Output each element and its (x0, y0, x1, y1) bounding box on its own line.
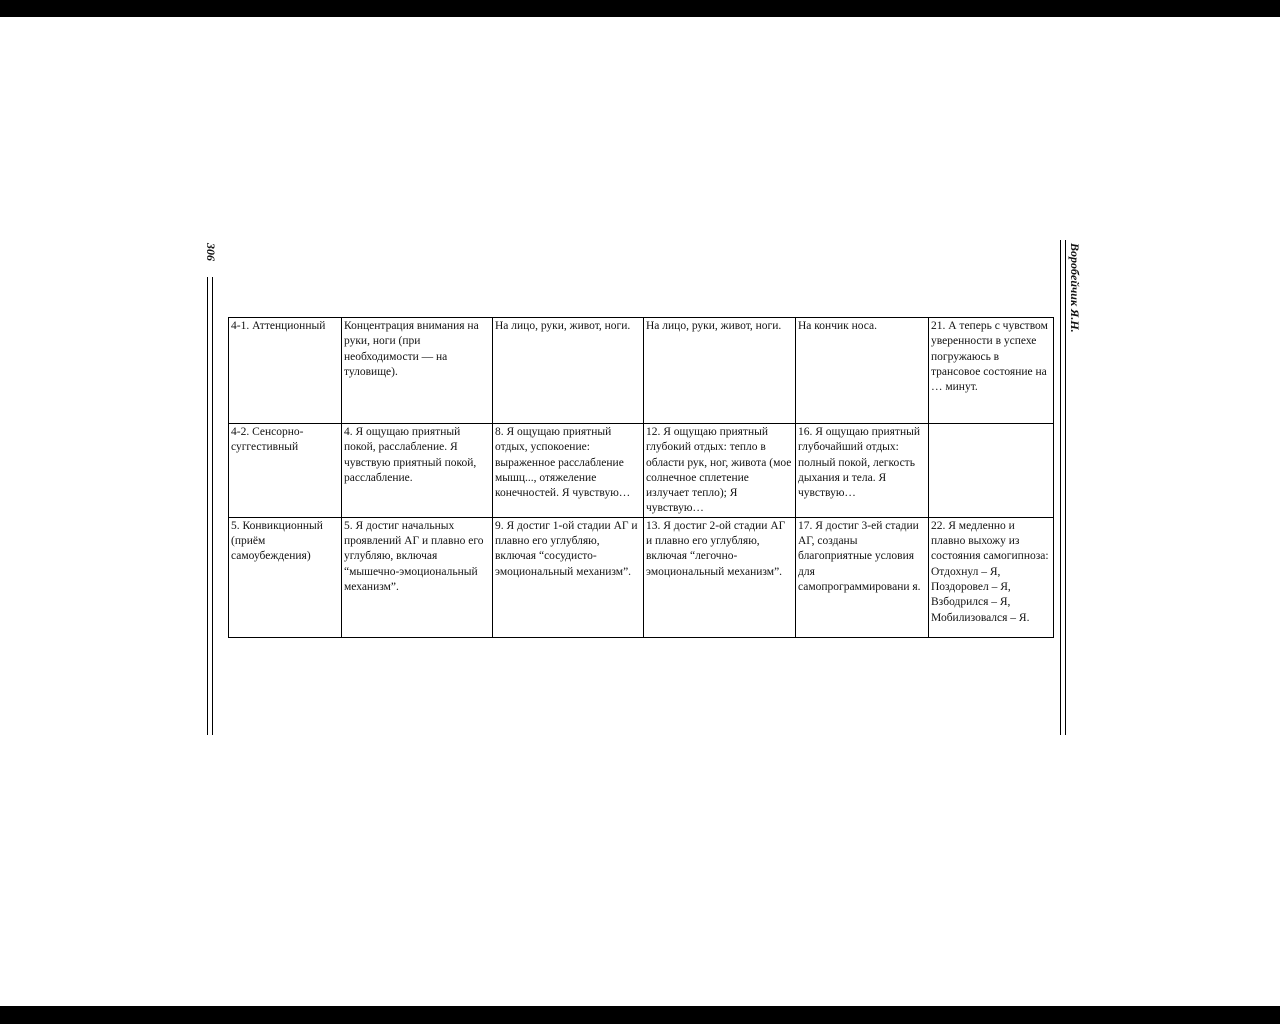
table-cell: 5. Конвикционный (приём самоубеждения) (229, 517, 342, 637)
running-header-author: Воробейчик Я.Н. (1068, 243, 1082, 333)
autogenic-training-table (228, 317, 1054, 638)
table-cell: На лицо, руки, живот, ноги. (493, 318, 644, 424)
table-cell: 13. Я достиг 2-ой стадии АГ и плавно его углубляю, включая “легочно-эмоциональный механизм”. (644, 517, 796, 637)
table-cell: 4-1. Аттенционный (229, 318, 342, 424)
table-cell: На кончик носа. (796, 318, 929, 424)
table-cell: 9. Я достиг 1-ой стадии АГ и плавно его углубляю, включая “сосудисто-эмоциональный механизм”. (493, 517, 644, 637)
table-cell: 21. А теперь с чувством уверенности в успехе погружаюсь в трансовое состояние на … минут. (929, 318, 1054, 424)
table-row (229, 318, 1054, 424)
top-black-bar (0, 0, 1280, 17)
table-cell: 4. Я ощущаю приятный покой, расслабление. Я чувствую приятный покой, расслабление. (342, 424, 493, 518)
left-margin-rule (207, 277, 208, 735)
table-cell: 8. Я ощущаю приятный отдых, успокоение: выраженное расслабление мышц..., отяжеление конечностей. Я чувствую… (493, 424, 644, 518)
table-cell: Концентрация внимания на руки, ноги (при необходимости — на туловище). (342, 318, 493, 424)
table-cell: 22. Я медленно и плавно выхожу из состояния самогипноза: Отдохнул – Я, Поздоровел – Я, Взбодрился – Я, Мобилизовался – Я. (929, 517, 1054, 637)
left-margin-rule-inner (212, 277, 213, 735)
table-cell: 4-2. Сенсорно-суггестивный (229, 424, 342, 518)
right-margin-rule-inner (1065, 240, 1066, 735)
table-cell: 16. Я ощущаю приятный глубочайший отдых: полный покой, легкость дыхания и тела. Я чувствую… (796, 424, 929, 518)
page-number: 306 (204, 243, 218, 261)
table-row (229, 517, 1054, 637)
table-row (229, 424, 1054, 518)
table-cell (929, 424, 1054, 518)
table-cell: На лицо, руки, живот, ноги. (644, 318, 796, 424)
bottom-black-bar (0, 1006, 1280, 1024)
right-margin-rule (1060, 240, 1061, 735)
table-cell: 17. Я достиг 3-ей стадии АГ, созданы благоприятные условия для самопрограммировани я. (796, 517, 929, 637)
table-cell: 12. Я ощущаю приятный глубокий отдых: тепло в области рук, ног, живота (мое солнечное сплетение излучает тепло); Я чувствую… (644, 424, 796, 518)
table-cell: 5. Я достиг начальных проявлений АГ и плавно его углубляю, включая “мышечно-эмоциональный механизм”. (342, 517, 493, 637)
